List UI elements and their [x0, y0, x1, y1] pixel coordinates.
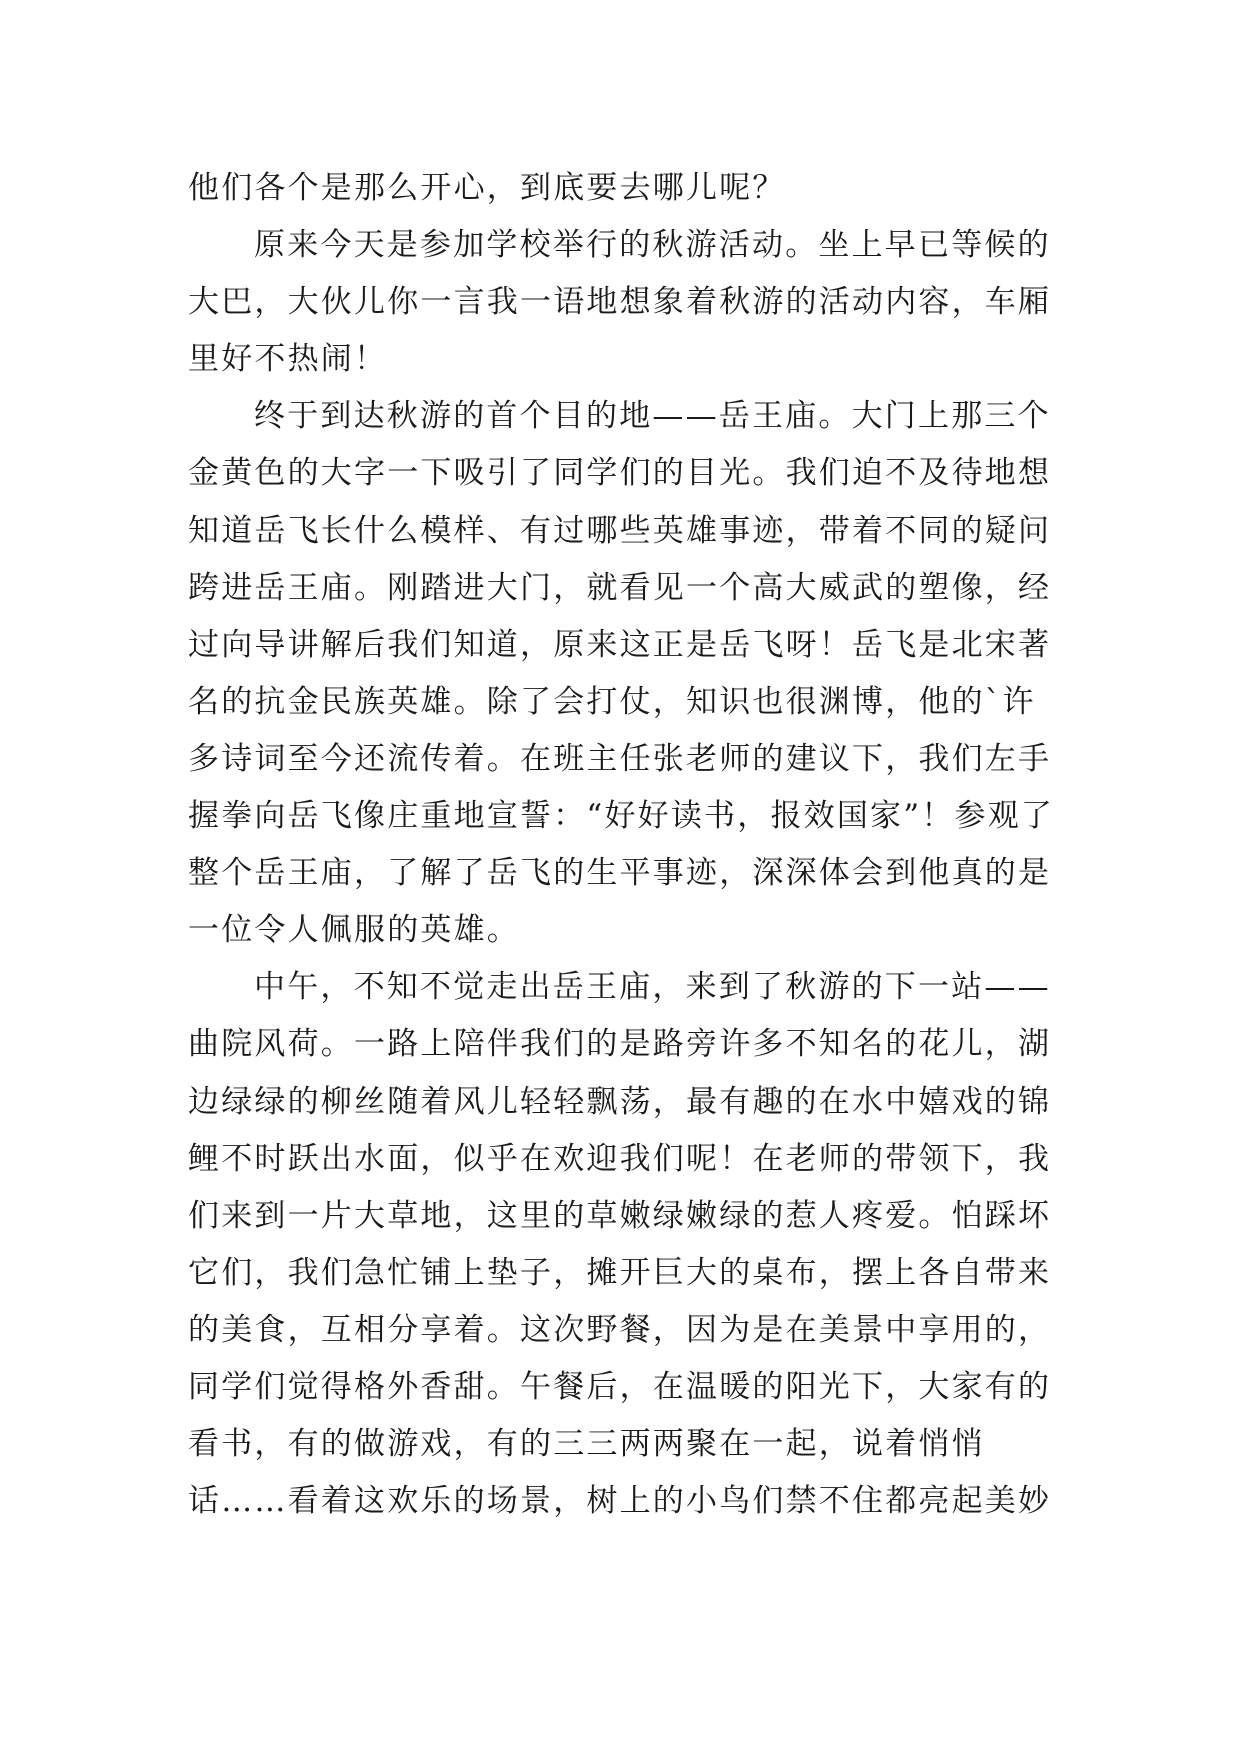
text-line: 它们，我们急忙铺上垫子，摊开巨大的桌布，摆上各自带来 [188, 1254, 1052, 1291]
text-line: 跨进岳王庙。刚踏进大门，就看见一个高大威武的塑像，经 [188, 569, 1052, 606]
text-line: 金黄色的大字一下吸引了同学们的目光。我们迫不及待地想 [188, 455, 1052, 492]
text-line: 们来到一片大草地，这里的草嫩绿嫩绿的惹人疼爱。怕踩坏 [188, 1197, 1052, 1234]
paragraph-first-line: 原来今天是参加学校举行的秋游活动。坐上早已等候的 [254, 227, 1051, 264]
text-line: 整个岳王庙，了解了岳飞的生平事迹，深深体会到他真的是 [188, 855, 1052, 892]
text-line: 多诗词至今还流传着。在班主任张老师的建议下，我们左手 [188, 740, 1052, 777]
text-line: 大巴，大伙儿你一言我一语地想象着秋游的活动内容，车厢 [188, 284, 1052, 321]
text-line: 名的抗金民族英雄。除了会打仗，知识也很渊博，他的`许 [188, 683, 1036, 720]
paragraph-first-line: 终于到达秋游的首个目的地——岳王庙。大门上那三个 [254, 398, 1051, 435]
text-line: 同学们觉得格外香甜。午餐后，在温暖的阳光下，大家有的 [188, 1368, 1052, 1405]
text-line: 边绿绿的柳丝随着风儿轻轻飘荡，最有趣的在水中嬉戏的锦 [188, 1083, 1052, 1120]
text-line: 看书，有的做游戏，有的三三两两聚在一起，说着悄悄 [188, 1426, 985, 1463]
text-line: 鲤不时跃出水面，似乎在欢迎我们呢！在老师的带领下，我 [188, 1140, 1052, 1177]
text-line: 一位令人佩服的英雄。 [188, 912, 520, 949]
paragraph-first-line: 中午，不知不觉走出岳王庙，来到了秋游的下一站—— [254, 969, 1051, 1006]
text-line: 的美食，互相分享着。这次野餐，因为是在美景中享用的， [188, 1311, 1052, 1348]
text-line: 过向导讲解后我们知道，原来这正是岳飞呀！岳飞是北宋著 [188, 626, 1052, 663]
text-line: 曲院风荷。一路上陪伴我们的是路旁许多不知名的花儿，湖 [188, 1026, 1052, 1063]
text-line: 握拳向岳飞像庄重地宣誓：“好好读书，报效国家”！参观了 [188, 798, 1055, 835]
text-line: 知道岳飞长什么模样、有过哪些英雄事迹，带着不同的疑问 [188, 512, 1052, 549]
text-line: 里好不热闹！ [188, 341, 388, 378]
text-line: 话……看着这欢乐的场景，树上的小鸟们禁不住都亮起美妙 [188, 1483, 1052, 1520]
document-body [188, 160, 1058, 1530]
text-line: 他们各个是那么开心，到底要去哪儿呢？ [188, 170, 786, 206]
